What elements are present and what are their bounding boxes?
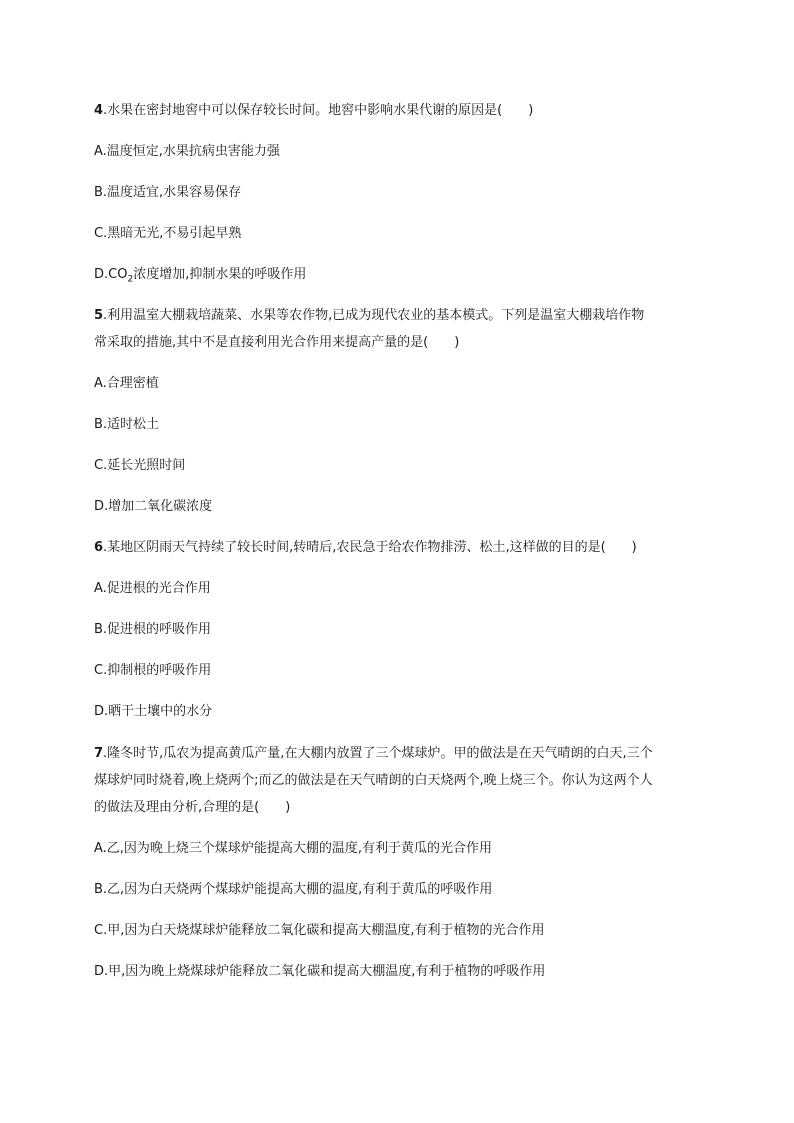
question-5-option-c: C.延长光照时间 xyxy=(94,458,186,473)
question-7-option-d: D.甲,因为晚上烧煤球炉能释放二氧化碳和提高大棚温度,有利于植物的呼吸作用 xyxy=(94,964,546,979)
question-5-stem-line-1 xyxy=(94,307,644,325)
question-6-stem xyxy=(94,539,637,557)
question-5-option-d: D.增加二氧化碳浓度 xyxy=(94,499,213,514)
question-4-option-a: A.温度恒定,水果抗病虫害能力强 xyxy=(94,144,280,159)
question-7-option-a: A.乙,因为晚上烧三个煤球炉能提高大棚的温度,有利于黄瓜的光合作用 xyxy=(94,841,493,856)
question-7-stem-line-2: 煤球炉同时烧着,晚上烧两个;而乙的做法是在天气晴朗的白天烧两个,晚上烧三个。你认为这两个人 xyxy=(94,773,653,788)
question-4-stem xyxy=(94,102,533,120)
question-4-option-c: C.黑暗无光,不易引起早熟 xyxy=(94,226,242,241)
question-4-option-b: B.温度适宜,水果容易保存 xyxy=(94,185,242,200)
question-text: .利用温室大棚栽培蔬菜、水果等农作物,已成为现代农业的基本模式。下列是温室大棚栽培作物 xyxy=(103,308,645,323)
question-6-option-c: C.抑制根的呼吸作用 xyxy=(94,663,212,678)
question-number: 5 xyxy=(94,308,104,323)
question-number: 7 xyxy=(94,746,104,761)
question-text: .水果在密封地窖中可以保存较长时间。地窖中影响水果代谢的原因是( ) xyxy=(103,103,534,118)
question-7-option-b: B.乙,因为白天烧两个煤球炉能提高大棚的温度,有利于黄瓜的呼吸作用 xyxy=(94,882,493,897)
question-5-option-a: A.合理密植 xyxy=(94,376,159,391)
question-6-option-b: B.促进根的呼吸作用 xyxy=(94,622,212,637)
question-7-stem-line-3: 的做法及理由分析,合理的是( ) xyxy=(94,800,291,815)
option-d-subscript: 2 xyxy=(127,274,134,285)
question-7-stem-line-1 xyxy=(94,745,653,763)
question-number: 4 xyxy=(94,103,104,118)
question-7-option-c: C.甲,因为白天烧煤球炉能释放二氧化碳和提高大棚温度,有利于植物的光合作用 xyxy=(94,923,545,938)
question-text: .隆冬时节,瓜农为提高黄瓜产量,在大棚内放置了三个煤球炉。甲的做法是在天气晴朗的白天,三个 xyxy=(103,746,653,761)
option-d-prefix: D.CO xyxy=(94,267,128,282)
question-5-option-b: B.适时松土 xyxy=(94,417,160,432)
question-5-stem-line-2: 常采取的措施,其中不是直接利用光合作用来提高产量的是( ) xyxy=(94,335,460,350)
question-text: .某地区阴雨天气持续了较长时间,转晴后,农民急于给农作物排涝、松土,这样做的目的是( ) xyxy=(103,540,637,555)
question-6-option-d: D.晒干土壤中的水分 xyxy=(94,704,213,719)
question-6-option-a: A.促进根的光合作用 xyxy=(94,581,211,596)
question-4-option-d xyxy=(94,266,306,284)
option-d-suffix: 浓度增加,抑制水果的呼吸作用 xyxy=(133,267,307,282)
question-number: 6 xyxy=(94,540,104,555)
